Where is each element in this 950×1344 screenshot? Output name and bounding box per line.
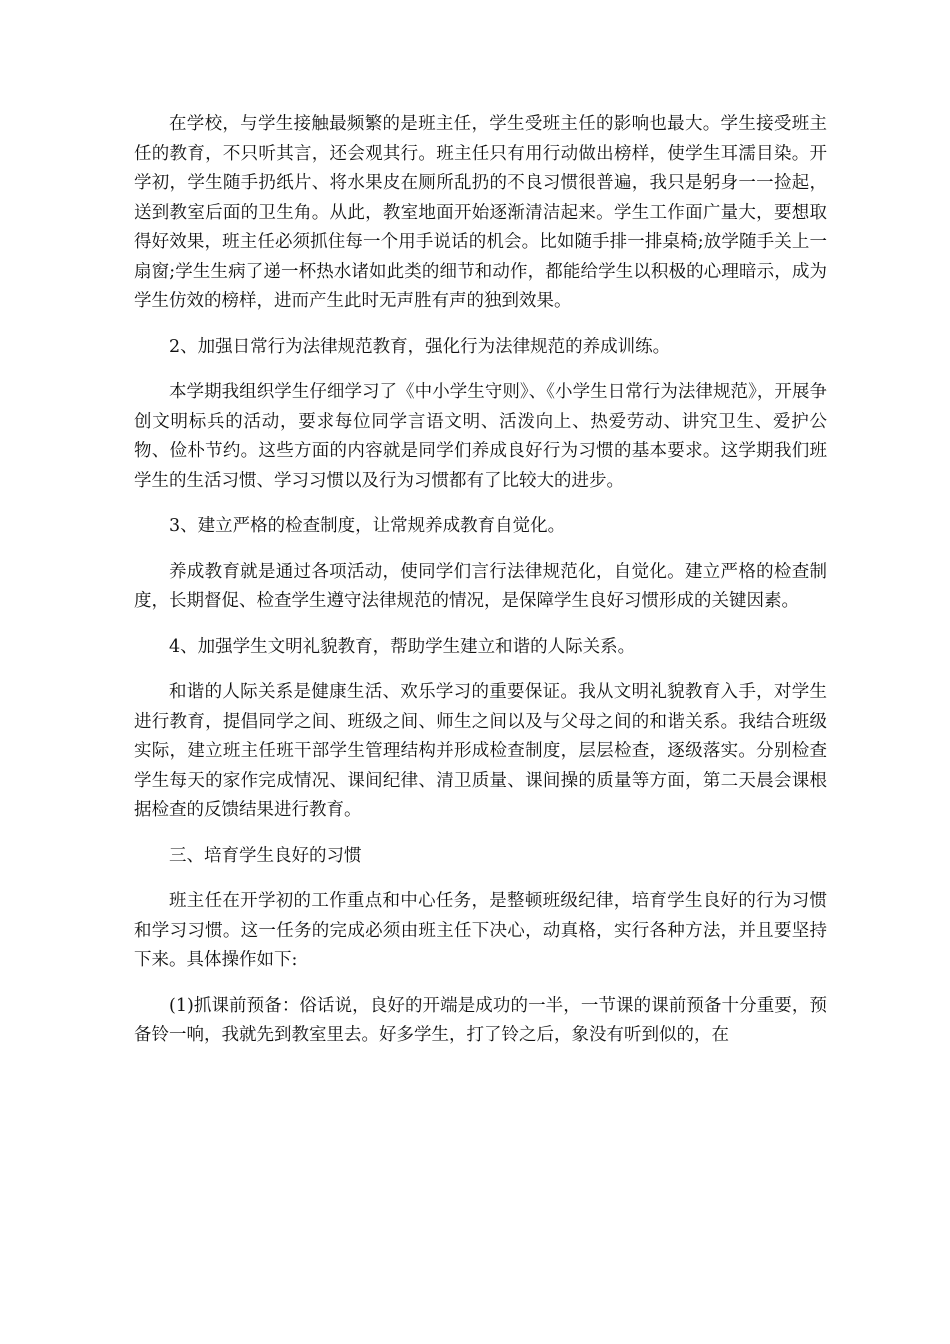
- document-page: [134, 110, 827, 1051]
- heading-courtesy-education: 4、加强学生文明礼貌教育，帮助学生建立和谐的人际关系。: [169, 636, 636, 657]
- paragraph-courtesy-education: 和谐的人际关系是健康生活、欢乐学习的重要保证。我从文明礼貌教育入手，对学生进行教育，提倡同学之间、班级之间、师生之间以及与父母之间的和谐关系。我结合班级实际，建立班主任班干部学生管理结构并形成检查制度，层层检查，逐级落实。分别检查学生每天的家作完成情况、课间纪律、清卫质量、课间操的质量等方面，第二天晨会课根据检查的反馈结果进行教育。: [134, 682, 827, 820]
- paragraph-inspection-system: 养成教育就是通过各项活动，使同学们言行法律规范化，自觉化。建立严格的检查制度，长期督促、检查学生遵守法律规范的情况，是保障学生良好习惯形成的关键因素。: [134, 561, 827, 611]
- paragraph-good-habits: 班主任在开学初的工作重点和中心任务，是整顿班级纪律，培育学生良好的行为习惯和学习习惯。这一任务的完成必须由班主任下决心，动真格，实行各种方法，并且要坚持下来。具体操作如下:: [134, 891, 827, 970]
- heading-good-habits: 三、培育学生良好的习惯: [169, 845, 362, 866]
- heading-inspection-system: 3、建立严格的检查制度，让常规养成教育自觉化。: [169, 516, 566, 536]
- paragraph-role-model: 在学校，与学生接触最频繁的是班主任，学生受班主任的影响也最大。学生接受班主任的教育，不只听其言，还会观其行。班主任只有用行动做出榜样，使学生耳濡目染。开学初，学生随手扔纸片、将水果皮在厕所乱扔的不良习惯很普遍，我只是躬身一一捡起，送到教室后面的卫生角。从此，教室地面开始逐渐清洁起来。学生工作面广量大，要想取得好效果，班主任必须抓住每一个用手说话的机会。比如随手排一排桌椅;放学随手关上一扇窗;学生生病了递一杯热水诸如此类的细节和动作，都能给学生以积极的心理暗示，成为学生仿效的榜样，进而产生此时无声胜有声的独到效果。: [134, 114, 827, 311]
- paragraph-class-preparation: (1)抓课前预备：俗话说，良好的开端是成功的一半，一节课的课前预备十分重要，预备铃一响，我就先到教室里去。好多学生，打了铃之后，象没有听到似的，在: [134, 995, 827, 1045]
- paragraph-code-of-conduct: 本学期我组织学生仔细学习了《中小学生守则》、《小学生日常行为法律规范》，开展争创文明标兵的活动，要求每位同学言语文明、活泼向上、热爱劳动、讲究卫生、爱护公物、俭朴节约。这些方面的内容就是同学们养成良好行为习惯的基本要求。这学期我们班学生的生活习惯、学习习惯以及行为习惯都有了比较大的进步。: [134, 382, 827, 491]
- heading-behavior-norms: 2、加强日常行为法律规范教育，强化行为法律规范的养成训练。: [169, 336, 671, 357]
